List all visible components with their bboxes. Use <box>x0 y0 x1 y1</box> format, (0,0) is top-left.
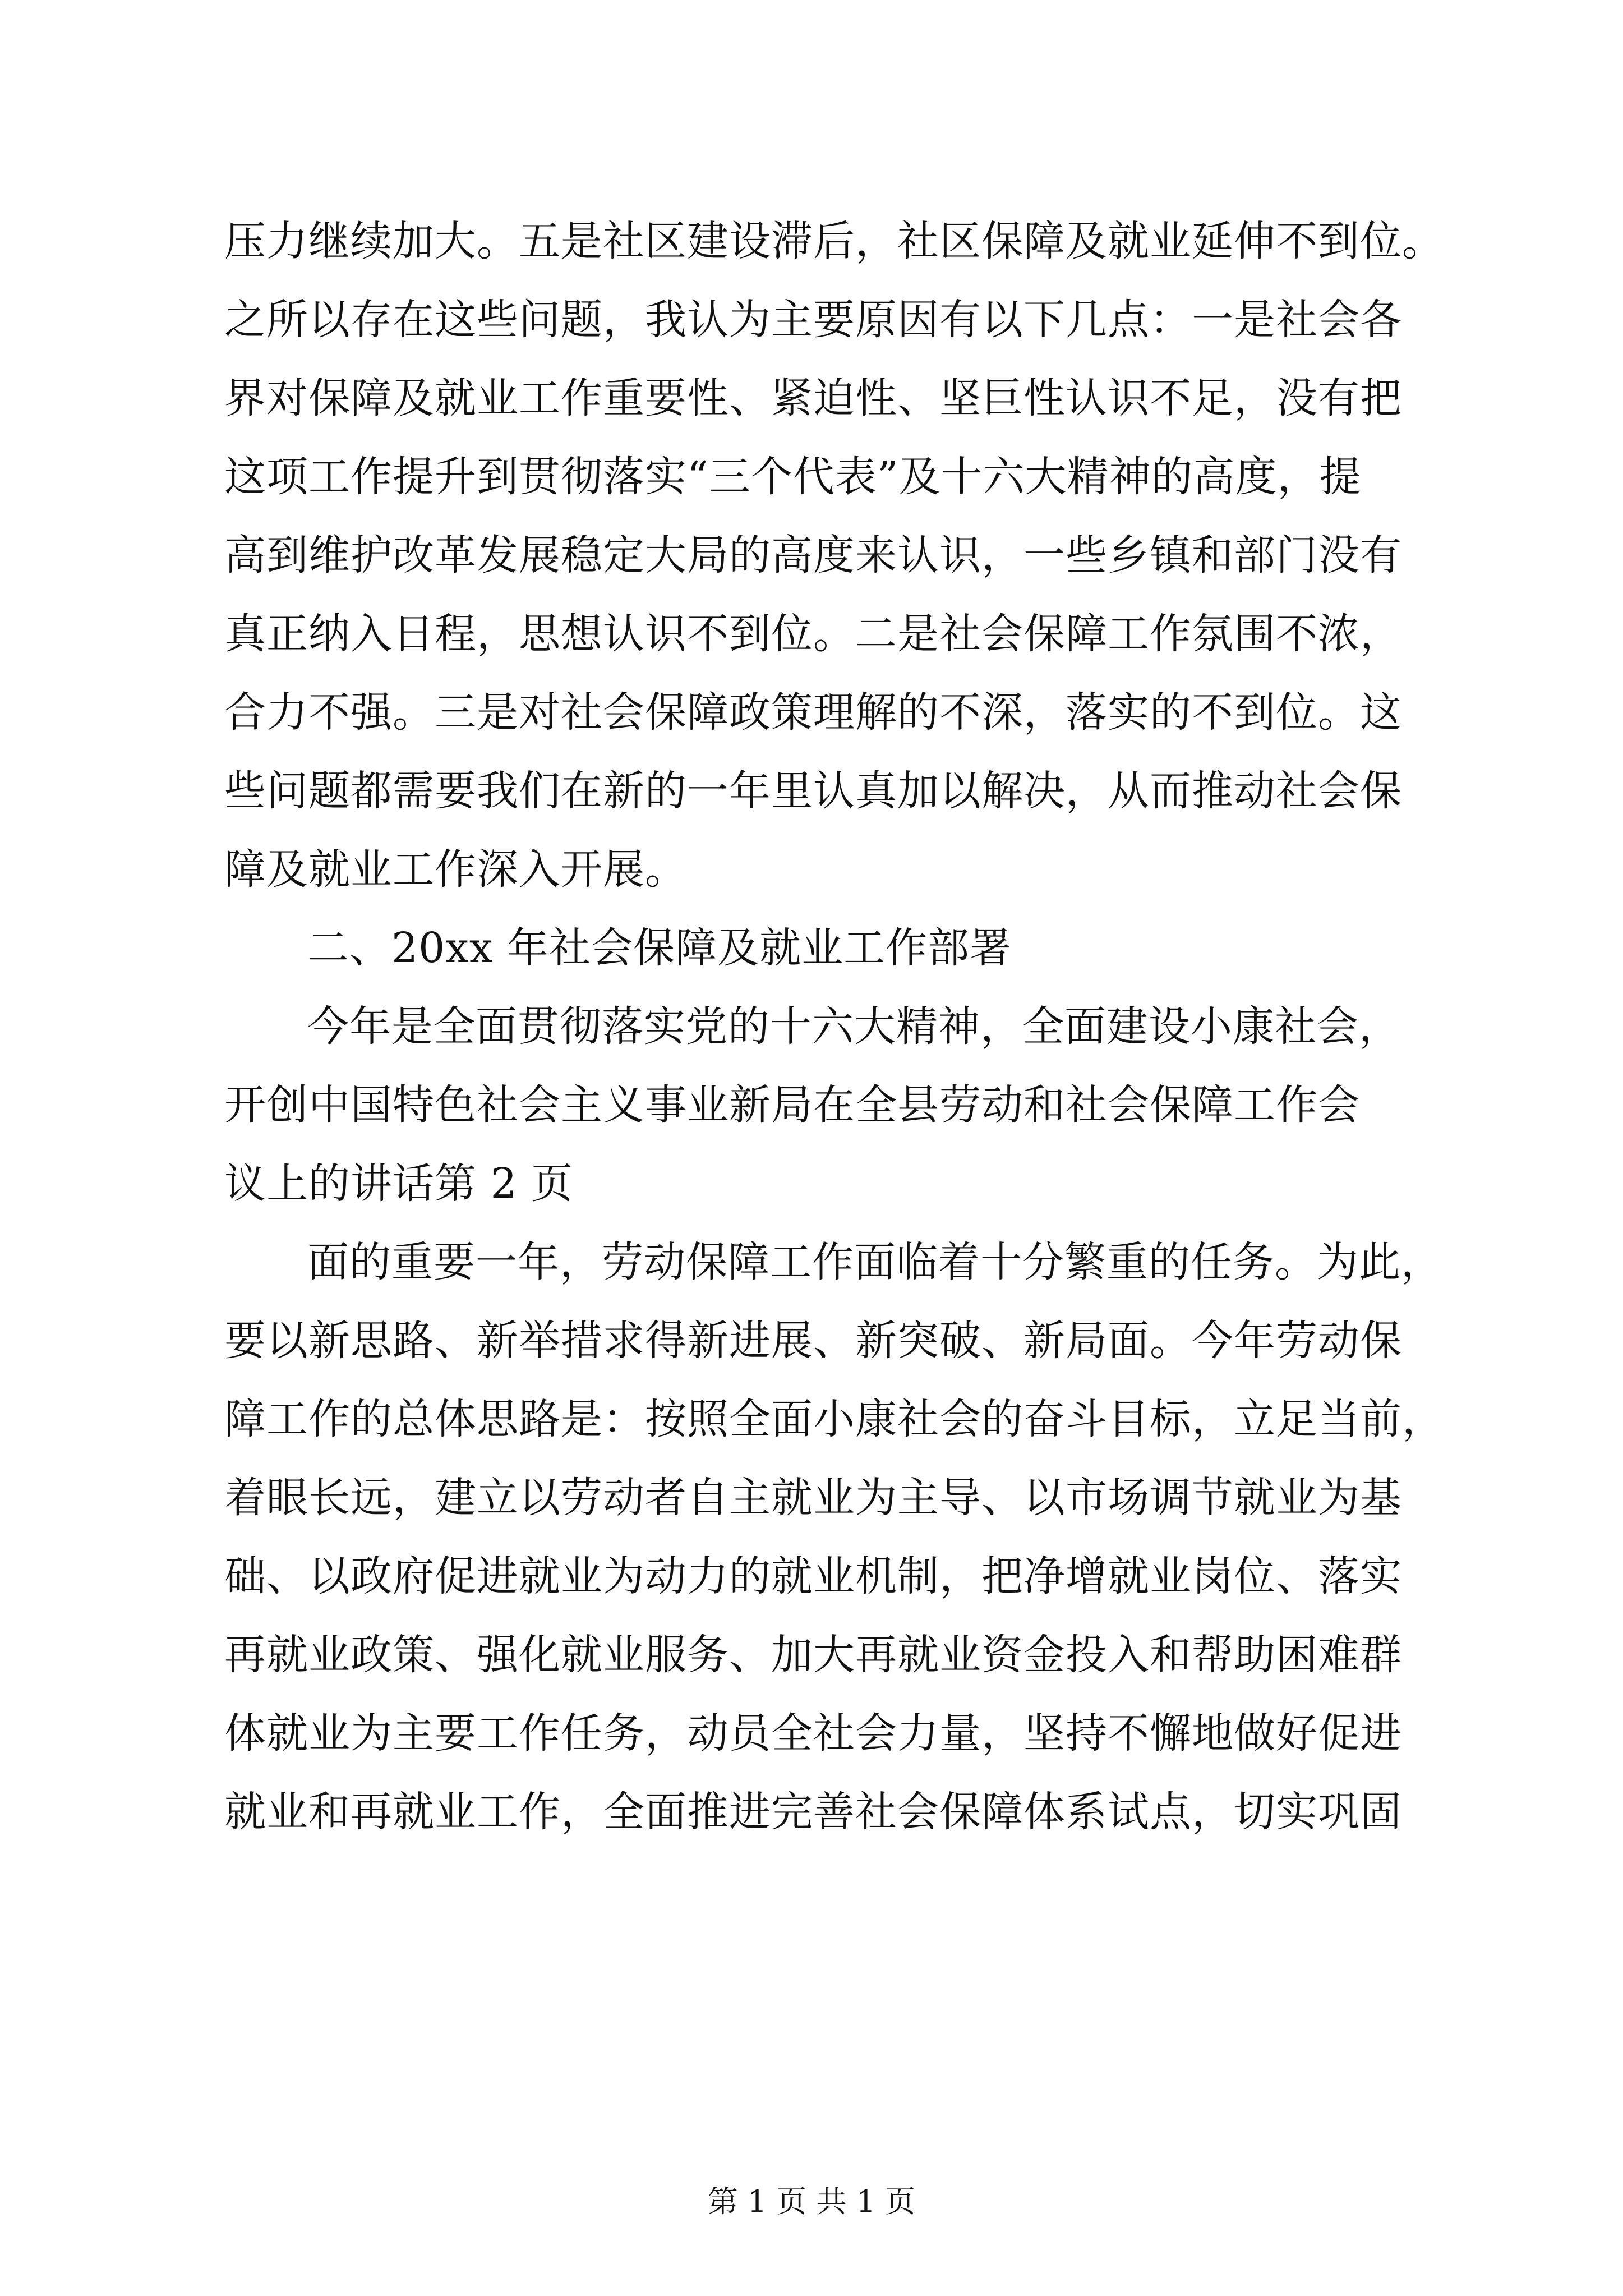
text-line: 议上的讲话第 2 页 <box>224 1159 574 1208</box>
paragraph-start-line: 面的重要一年，劳动保障工作面临着十分繁重的任务。为此， <box>307 1238 1443 1286</box>
text-line: 就业和再就业工作，全面推进完善社会保障体系试点，切实巩固 <box>224 1788 1402 1836</box>
text-line: 之所以存在这些问题，我认为主要原因有以下几点：一是社会各 <box>224 296 1402 344</box>
text-line: 压力继续加大。五是社区建设滞后，社区保障及就业延伸不到位。 <box>224 217 1444 265</box>
text-line: 开创中国特色社会主义事业新局在全县劳动和社会保障工作会 <box>224 1081 1360 1129</box>
text-line: 着眼长远，建立以劳动者自主就业为主导、以市场调节就业为基 <box>224 1474 1402 1522</box>
text-line: 些问题都需要我们在新的一年里认真加以解决，从而推动社会保 <box>224 767 1402 815</box>
text-line: 再就业政策、强化就业服务、加大再就业资金投入和帮助困难群 <box>224 1631 1402 1679</box>
text-line: 体就业为主要工作任务，动员全社会力量，坚持不懈地做好促进 <box>224 1709 1402 1757</box>
page-footer <box>0 2182 1623 2221</box>
text-line: 要以新思路、新举措求得新进展、新突破、新局面。今年劳动保 <box>224 1317 1402 1365</box>
text-line: 这项工作提升到贯彻落实“三个代表”及十六大精神的高度，提 <box>224 453 1362 501</box>
text-line: 合力不强。三是对社会保障政策理解的不深，落实的不到位。这 <box>224 688 1402 737</box>
text-line: 础、以政府促进就业为动力的就业机制，把净增就业岗位、落实 <box>224 1552 1402 1600</box>
text-line: 真正纳入日程，思想认识不到位。二是社会保障工作氛围不浓， <box>224 610 1402 658</box>
text-line: 障及就业工作深入开展。 <box>224 845 687 894</box>
text-line: 障工作的总体思路是：按照全面小康社会的奋斗目标，立足当前， <box>224 1395 1444 1443</box>
text-line: 高到维护改革发展稳定大局的高度来认识，一些乡镇和部门没有 <box>224 531 1402 579</box>
section-heading: 二、20xx 年社会保障及就业工作部署 <box>307 924 1012 972</box>
text-line: 界对保障及就业工作重要性、紧迫性、坚巨性认识不足，没有把 <box>224 374 1402 422</box>
paragraph-start-line: 今年是全面贯彻落实党的十六大精神，全面建设小康社会， <box>307 1002 1401 1051</box>
page-number-label: 第 1 页 共 1 页 <box>707 2184 916 2219</box>
